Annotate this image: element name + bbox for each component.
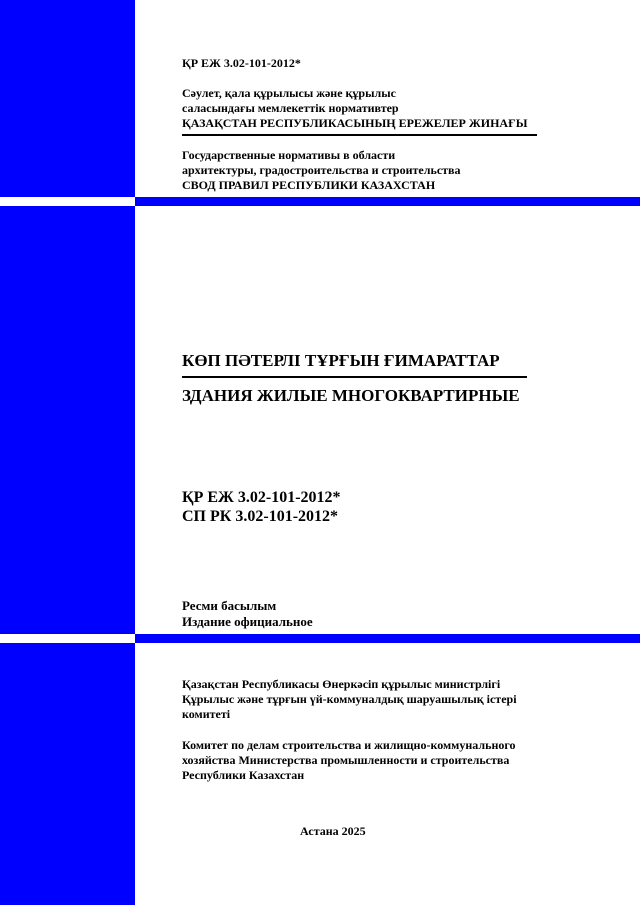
edition-ru: Издание официальное <box>182 614 313 629</box>
left-blue-panel-top <box>0 0 135 197</box>
header-ru-line-2: архитектуры, градостроительства и строительства <box>182 163 461 177</box>
code-kz: ҚР ЕЖ 3.02-101-2012* <box>182 489 341 506</box>
bottom-blue-stripe <box>135 634 640 643</box>
publisher-ru-line-2: хозяйства Министерства промышленности и строительства <box>182 753 510 767</box>
title-kz: КӨП ПӘТЕРЛІ ТҰРҒЫН ҒИМАРАТТАР <box>182 351 500 370</box>
top-blue-stripe <box>135 197 640 206</box>
edition-kz: Ресми басылым <box>182 598 277 613</box>
header-divider <box>182 134 537 136</box>
publisher-ru-line-3: Республики Казахстан <box>182 768 305 782</box>
title-ru: ЗДАНИЯ ЖИЛЫЕ МНОГОКВАРТИРНЫЕ <box>182 386 520 405</box>
title-divider <box>182 376 527 378</box>
header-ru-line-1: Государственные нормативы в области <box>182 148 396 162</box>
publisher-kz-line-1: Қазақстан Республикасы Өнеркәсіп құрылыс министрлігі <box>182 677 501 691</box>
header-ru-line-3: СВОД ПРАВИЛ РЕСПУБЛИКИ КАЗАХСТАН <box>182 178 436 192</box>
header-kz-line-2: саласындағы мемлекеттік нормативтер <box>182 101 399 115</box>
left-blue-panel-middle <box>0 206 135 634</box>
publisher-kz-line-3: комитеті <box>182 707 231 721</box>
publisher-kz-line-2: Құрылыс және тұрғын үй-коммуналдық шаруашылық істері <box>182 692 517 706</box>
footer-city-year: Астана 2025 <box>300 824 366 838</box>
left-blue-panel-bottom <box>0 643 135 905</box>
publisher-ru-line-1: Комитет по делам строительства и жилищно-коммунального <box>182 738 516 752</box>
header-code: ҚР ЕЖ 3.02-101-2012* <box>182 56 301 70</box>
code-ru: СП РК 3.02-101-2012* <box>182 508 339 525</box>
header-kz-line-3: ҚАЗАҚСТАН РЕСПУБЛИКАСЫНЫҢ ЕРЕЖЕЛЕР ЖИНАҒЫ <box>182 116 528 130</box>
header-kz-line-1: Сәулет, қала құрылысы және құрылыс <box>182 86 396 100</box>
